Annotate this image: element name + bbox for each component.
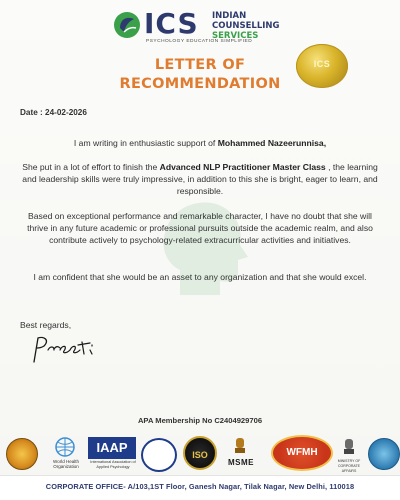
wfmh-text: WFMH <box>286 447 318 458</box>
who-caption: World Health Organization <box>53 459 79 469</box>
paragraph-conclusion: I am confident that she would be an asset to any organization and that she would excel. <box>33 272 367 282</box>
paragraph-character: Based on exceptional performance and remarkable character, I have no doubt that she will thrive in any future academic or professional pursuits outside the academic realm, and also contribute actively to psychology-related extracurricular activities and initiatives. <box>27 211 373 245</box>
recipient-name: Mohammed Nazeerunnisa, <box>217 138 327 148</box>
accreditation-logos <box>0 432 400 474</box>
ics-logo <box>112 8 302 48</box>
apa-membership: APA Membership No C2404929706 <box>137 416 263 425</box>
national-emblem-icon <box>233 436 247 456</box>
corporate-office-address: CORPORATE OFFICE- A/103,1ST Floor, Ganesh Nagar, Tilak Nagar, New Delhi, 110018 <box>45 482 355 491</box>
ministry-emblem-icon <box>342 437 356 457</box>
course-text-suffix: , the learning and leadership skills were truly impressive, in addition to this she is bright, eager to learn, and responsible. <box>22 162 378 196</box>
brand-name <box>212 11 280 41</box>
handwritten-signature <box>30 332 100 368</box>
title-line-1: LETTER OF <box>154 57 246 73</box>
title-line-2: RECOMMENDATION <box>119 76 281 92</box>
brand-tagline: PSYCHOLOGY EDUCATION SIMPLIFIED <box>146 39 253 44</box>
msme-logo <box>224 457 258 469</box>
letter-title <box>100 56 300 94</box>
iaap-round-logo-icon <box>141 438 177 472</box>
letterhead <box>0 0 400 50</box>
course-name: Advanced NLP Practitioner Master Class <box>159 162 326 172</box>
iso-text: ISO <box>192 450 208 460</box>
wfmh-logo <box>271 435 333 471</box>
iaap-caption: International Association of Applied Psychology <box>90 460 136 469</box>
badge-logo-icon <box>6 438 38 470</box>
closing-regards: Best regards, <box>20 320 72 330</box>
paragraph-course <box>18 162 382 197</box>
partner-round-logo-icon <box>368 438 400 470</box>
intro-text: I am writing in enthusiastic support of <box>73 138 218 148</box>
logo-wordmark: ICS <box>144 7 199 40</box>
who-globe-icon <box>52 436 78 458</box>
brand-line-1: INDIAN <box>212 11 247 21</box>
course-text-prefix: She put in a lot of effort to finish the <box>22 162 160 172</box>
brand-line-2: COUNSELLING <box>212 21 280 31</box>
gold-seal-icon <box>296 44 348 88</box>
iaap-logo <box>88 437 136 459</box>
seal-text: ICS <box>313 59 331 69</box>
letter-date: Date : 24-02-2026 <box>20 108 87 117</box>
brand-line-3: SERVICES <box>212 31 259 41</box>
paragraph-intro <box>18 138 382 150</box>
iso-badge <box>183 436 217 470</box>
footer-address-bar <box>0 475 400 500</box>
msme-text: MSME <box>228 458 254 467</box>
iaap-text: IAAP <box>96 440 128 455</box>
brain-leaf-icon <box>112 10 142 40</box>
ministry-caption: MINISTRY OF CORPORATE AFFAIRS <box>337 459 361 473</box>
